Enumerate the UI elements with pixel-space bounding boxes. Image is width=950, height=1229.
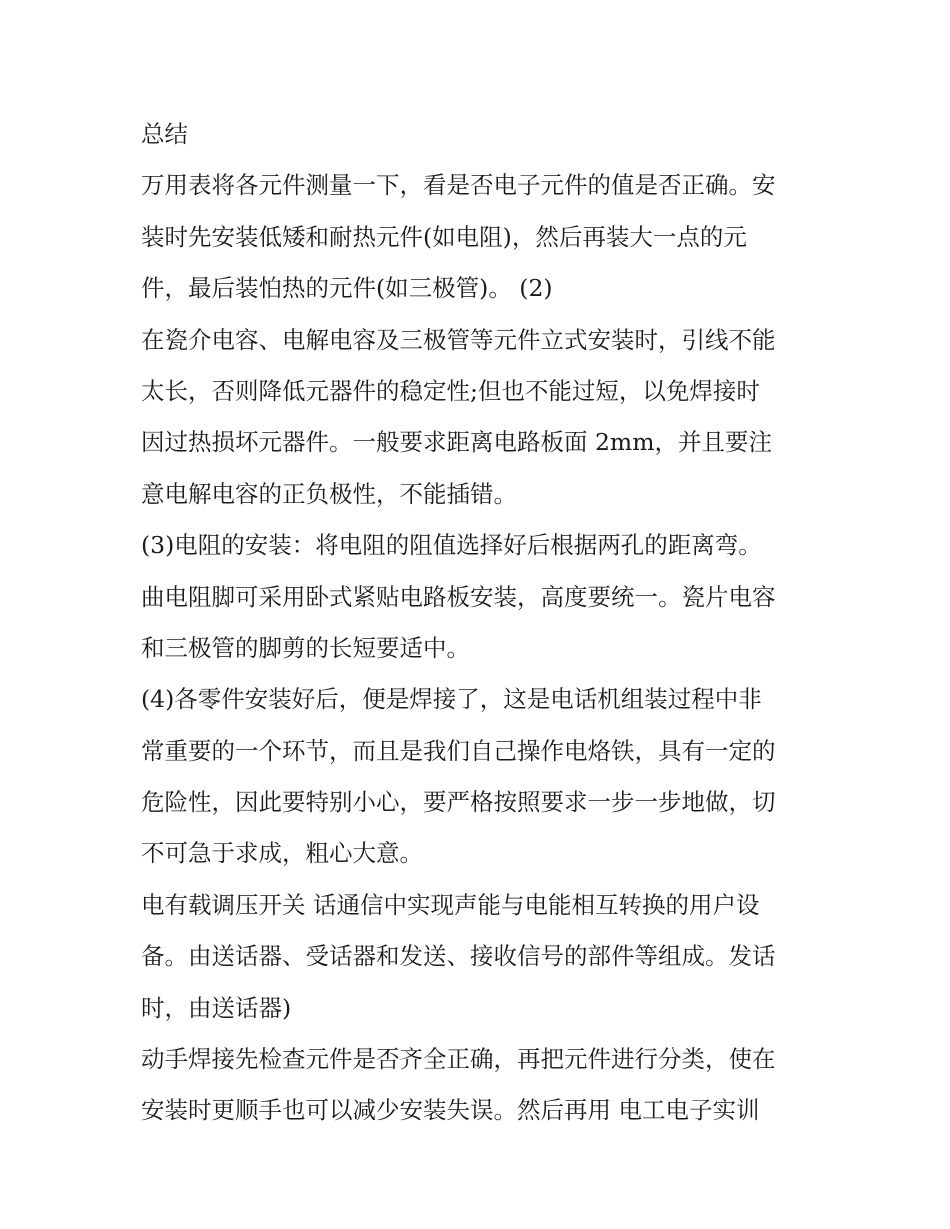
text-line: (4)各零件安装好后，便是焊接了，这是电话机组装过程中非 [141, 685, 762, 714]
text-line: 动手焊接先检查元件是否齐全正确，再把元件进行分类，使在 [141, 1045, 776, 1074]
text-line: 意电解电容的正负极性，不能插错。 [141, 479, 517, 508]
text-line: 装时先安装低矮和耐热元件(如电阻)，然后再装大一点的元 [141, 222, 747, 251]
text-line: 太长，否则降低元器件的稳定性;但也不能过短，以免焊接时 [141, 376, 760, 405]
document-heading: 总结 [141, 120, 188, 148]
text-line: 曲电阻脚可采用卧式紧贴电路板安装，高度要统一。瓷片电容 [141, 582, 776, 611]
text-line: 常重要的一个环节，而且是我们自己操作电烙铁，具有一定的 [141, 736, 776, 765]
document-body [141, 109, 821, 1137]
text-line: 因过热损坏元器件。一般要求距离电路板面 2mm，并且要注 [141, 428, 772, 457]
text-line: 备。由送话器、受话器和发送、接收信号的部件等组成。发话 [141, 942, 776, 971]
text-line: 在瓷介电容、电解电容及三极管等元件立式安装时，引线不能 [141, 325, 776, 354]
text-line: 和三极管的脚剪的长短要适中。 [141, 633, 470, 662]
text-line: 万用表将各元件测量一下，看是否电子元件的值是否正确。安 [141, 171, 776, 200]
text-line: (3)电阻的安装：将电阻的阻值选择好后根据两孔的距离弯。 [141, 531, 762, 560]
text-line: 件，最后装怕热的元件(如三极管)。 (2) [141, 274, 553, 303]
text-line: 不可急于求成，粗心大意。 [141, 839, 423, 868]
text-line: 电有载调压开关 话通信中实现声能与电能相互转换的用户设 [141, 890, 760, 919]
text-line: 危险性，因此要特别小心，要严格按照要求一步一步地做，切 [141, 788, 776, 817]
text-line: 安装时更顺手也可以减少安装失误。然后再用 电工电子实训 [141, 1096, 760, 1125]
text-line: 时，由送话器) [141, 993, 292, 1022]
